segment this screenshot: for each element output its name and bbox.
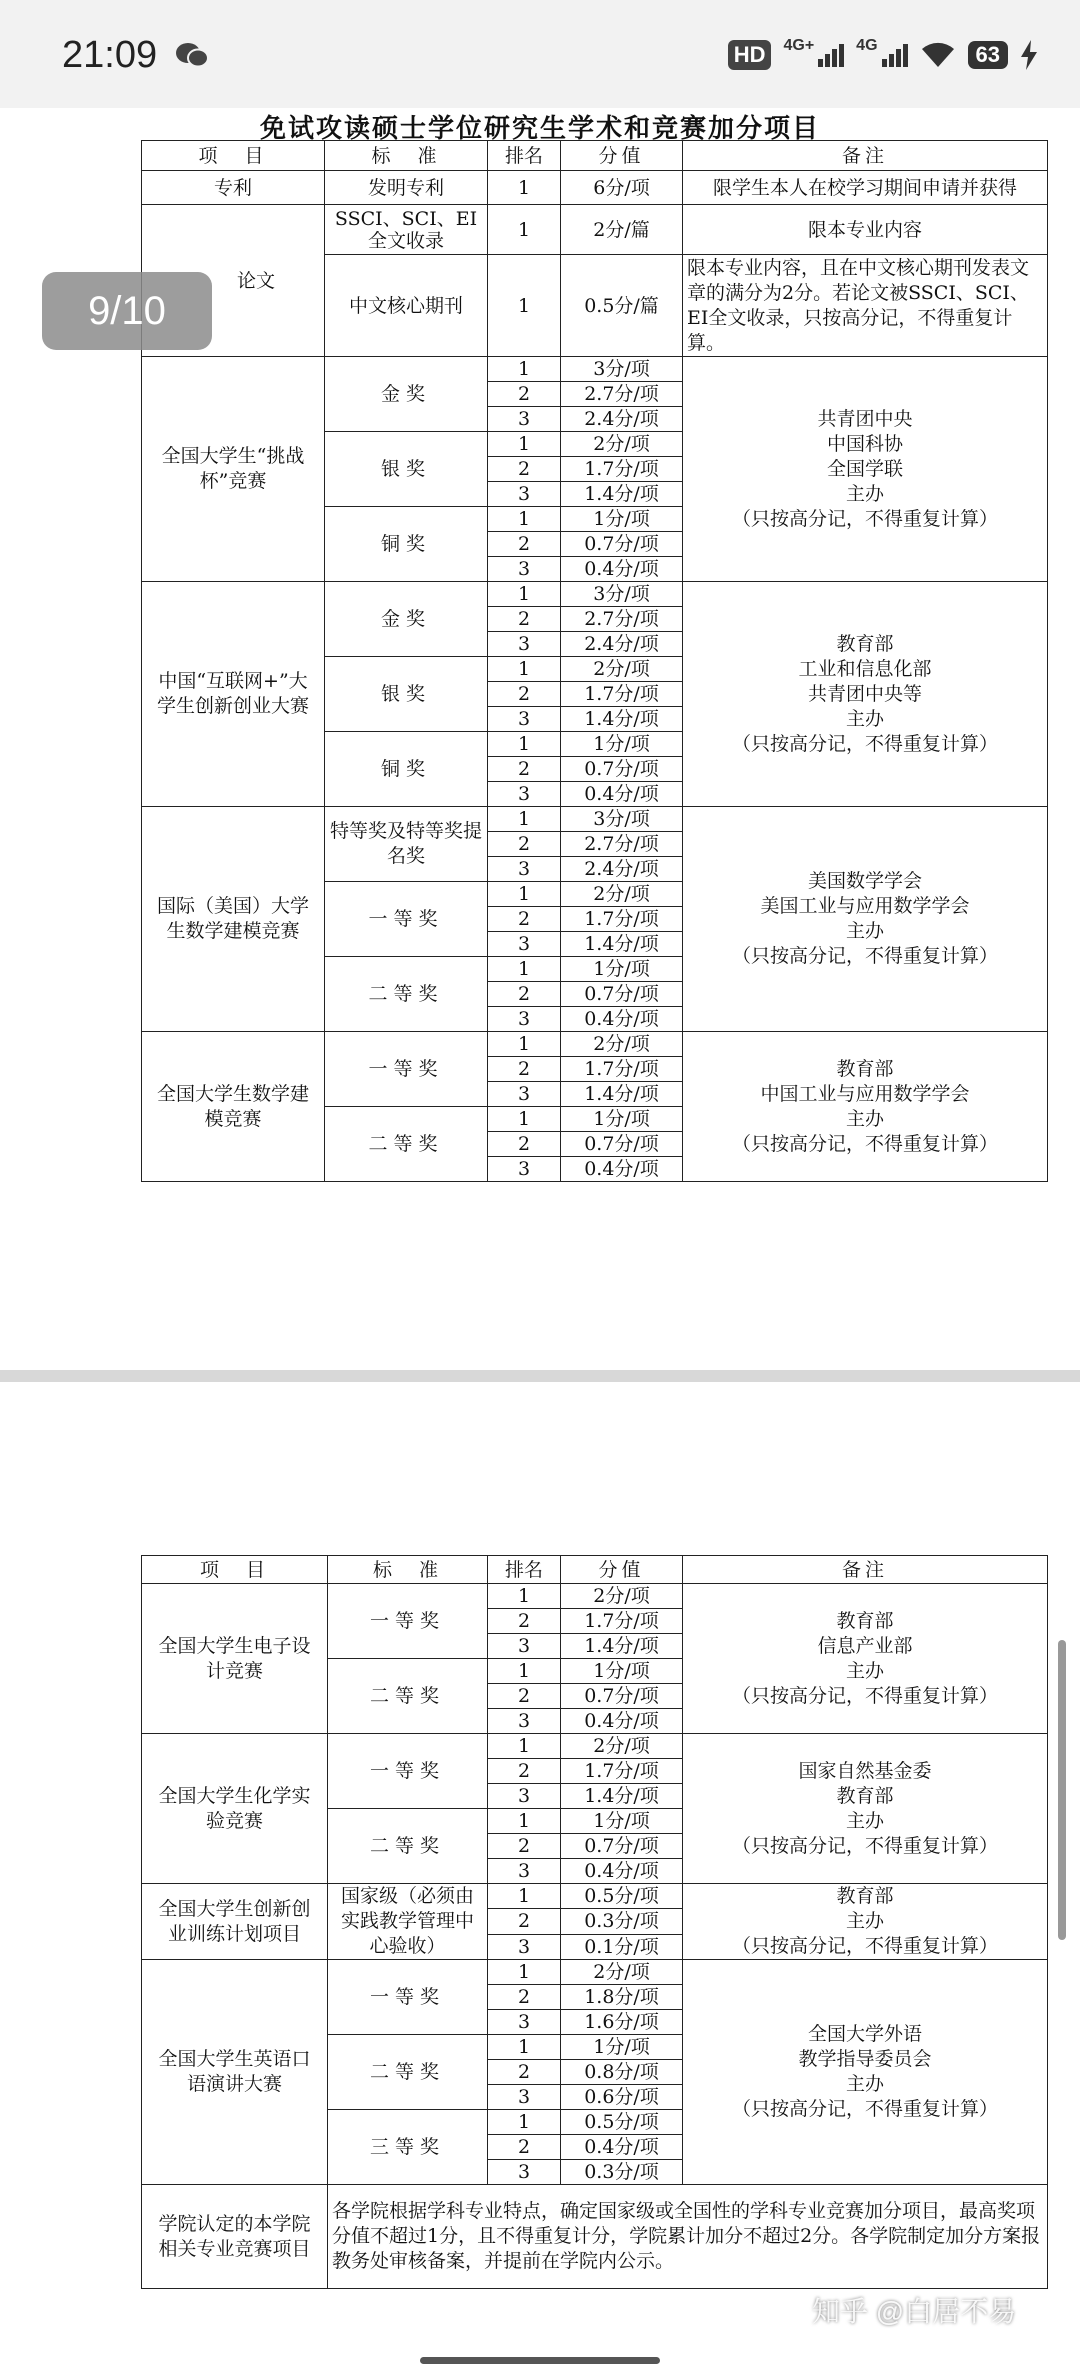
cell-rank: 2 [488, 1759, 561, 1784]
cell-score: 6分/项 [561, 171, 683, 205]
cell-rank: 3 [488, 782, 561, 807]
cell-rank: 2 [488, 382, 561, 407]
note-line: 主办 [845, 920, 884, 942]
cell-rank: 1 [488, 2035, 561, 2060]
cell-score: 2分/项 [561, 1032, 683, 1057]
doc-title: 免试攻读硕士学位研究生学术和竞赛加分项目 [259, 114, 820, 144]
score-table-2 [141, 1555, 1048, 2289]
cell-item: 全国大学生化学实验竞赛 [142, 1734, 328, 1884]
cell-score: 2分/项 [561, 1960, 683, 1985]
header-score: 分值 [561, 1556, 683, 1584]
cell-standard: 一等奖 [328, 1584, 488, 1659]
cell-rank: 3 [488, 1859, 561, 1884]
score-table-1 [141, 140, 1048, 1182]
cell-rank: 2 [488, 907, 561, 932]
cell-score: 2.4分/项 [561, 407, 683, 432]
cell-score: 1.4分/项 [561, 707, 683, 732]
note-line: 信息产业部 [817, 1634, 913, 1657]
table-row [142, 1884, 1048, 1909]
status-bar [0, 0, 1080, 108]
cell-score: 1.7分/项 [561, 682, 683, 707]
cell-score: 1.8分/项 [561, 1985, 683, 2010]
cell-score: 0.4分/项 [561, 1709, 683, 1734]
cell-score: 0.4分/项 [561, 2135, 683, 2160]
cell-rank: 2 [488, 682, 561, 707]
table-row [142, 171, 1048, 205]
cell-rank: 1 [488, 255, 561, 357]
table-row [142, 1032, 1048, 1057]
note-line: 全国大学外语 [807, 2023, 922, 2045]
cell-note [683, 807, 1048, 1032]
cell-rank: 1 [488, 171, 561, 205]
cell-score: 1分/项 [561, 2035, 683, 2060]
battery-icon: 63 [968, 41, 1008, 69]
cell-score: 2分/项 [561, 657, 683, 682]
cell-score: 3分/项 [561, 582, 683, 607]
cell-rank: 1 [488, 807, 561, 832]
wifi-icon [920, 41, 956, 69]
cell-standard: 二等奖 [325, 1107, 488, 1182]
cell-rank: 3 [488, 707, 561, 732]
cell-rank: 2 [488, 1834, 561, 1859]
cell-rank: 2 [488, 832, 561, 857]
cell-score: 0.3分/项 [561, 2160, 683, 2185]
cell-item: 国际（美国）大学生数学建模竞赛 [142, 807, 325, 1032]
cell-score: 3分/项 [561, 357, 683, 382]
cell-standard: 一等奖 [325, 882, 488, 957]
table-row [142, 1734, 1048, 1759]
cell-standard: 特等奖及特等奖提名奖 [325, 807, 488, 882]
cell-rank: 2 [488, 607, 561, 632]
note-line: 主办 [845, 1659, 884, 1682]
cell-item: 全国大学生创新创业训练计划项目 [142, 1884, 328, 1960]
cell-rank: 2 [488, 757, 561, 782]
note-line: （只按高分记，不得重复计算） [731, 507, 998, 530]
cell-rank: 3 [488, 2085, 561, 2110]
cell-rank: 1 [488, 1107, 561, 1132]
cell-note: 限本专业内容，且在中文核心期刊发表文章的满分为2分。若论文被SSCI、SCI、EI全文收录，只按高分记，不得重复计算。 [683, 255, 1048, 357]
cell-score: 1.7分/项 [561, 1057, 683, 1082]
cell-rank: 1 [488, 507, 561, 532]
header-score: 分值 [561, 141, 683, 171]
cell-score: 1.7分/项 [561, 1759, 683, 1784]
note-line: 国家自然基金委 [798, 1759, 932, 1782]
note-line: 共青团中央等 [807, 682, 922, 705]
cell-score: 0.7分/项 [561, 1834, 683, 1859]
cell-rank: 1 [488, 432, 561, 457]
cell-rank: 1 [488, 1584, 561, 1609]
cell-rank: 2 [488, 1909, 561, 1934]
cell-rank: 2 [488, 1057, 561, 1082]
cell-note: 各学院根据学科专业特点，确定国家级或全国性的学科专业竞赛加分项目，最高奖项分值不超过1分，且不得重复计分，学院累计加分不超过2分。各学院制定加分方案报教务处审核备案，并提前在学院内公示。 [328, 2185, 1048, 2289]
cell-rank: 3 [488, 557, 561, 582]
cell-score: 2.4分/项 [561, 632, 683, 657]
cell-standard: 一等奖 [325, 1032, 488, 1107]
cell-rank: 2 [488, 1132, 561, 1157]
cell-rank: 3 [488, 1784, 561, 1809]
table-row [142, 1584, 1048, 1609]
cell-score: 2.4分/项 [561, 857, 683, 882]
cell-score: 1.7分/项 [561, 457, 683, 482]
cell-score: 1分/项 [561, 1107, 683, 1132]
cell-item: 专利 [142, 171, 325, 205]
header-rank: 排名 [488, 141, 561, 171]
cell-note [683, 1584, 1048, 1734]
charging-icon [1020, 40, 1038, 70]
cell-rank: 2 [488, 982, 561, 1007]
watermark: 知乎 @白居不易 [812, 2296, 1017, 2327]
cell-rank: 3 [488, 1709, 561, 1734]
cell-rank: 2 [488, 1985, 561, 2010]
signal-icon-1 [783, 36, 844, 67]
cell-standard: 金奖 [325, 357, 488, 432]
note-line: 共青团中央 [817, 407, 913, 430]
cell-note [683, 1734, 1048, 1884]
cell-item: 全国大学生“挑战杯”竞赛 [142, 357, 325, 582]
cell-rank: 1 [488, 582, 561, 607]
table-row [142, 1960, 1048, 1985]
header-item: 项 目 [142, 141, 325, 171]
cell-score: 1分/项 [561, 507, 683, 532]
cell-standard: 银奖 [325, 432, 488, 507]
cell-note [683, 1960, 1048, 2185]
cell-score: 1.6分/项 [561, 2010, 683, 2035]
page-indicator: 9/10 [42, 272, 212, 350]
cell-score: 0.1分/项 [561, 1934, 683, 1959]
cell-standard: 一等奖 [328, 1734, 488, 1809]
signal-icon-2 [856, 36, 907, 67]
note-line: 主办 [845, 482, 884, 505]
cell-standard: 三等奖 [328, 2110, 488, 2185]
cell-score: 0.4分/项 [561, 1859, 683, 1884]
wechat-icon [175, 42, 209, 68]
cell-rank: 1 [488, 1884, 561, 1909]
table-row [142, 807, 1048, 832]
document-page-2[interactable] [0, 1382, 1080, 2376]
cell-score: 0.3分/项 [561, 1909, 683, 1934]
cell-rank: 2 [488, 1684, 561, 1709]
cell-score: 1.4分/项 [561, 932, 683, 957]
cell-rank: 3 [488, 2160, 561, 2185]
note-line: 工业和信息化部 [798, 657, 932, 680]
cell-score: 0.7分/项 [561, 1132, 683, 1157]
page-separator [0, 1370, 1080, 1382]
cell-item: 学院认定的本学院相关专业竞赛项目 [142, 2185, 328, 2289]
cell-rank: 1 [488, 2110, 561, 2135]
note-line: 教学指导委员会 [798, 2048, 932, 2070]
cell-rank: 3 [488, 1934, 561, 1959]
header-standard: 标 准 [325, 141, 488, 171]
cell-score: 2分/项 [561, 1734, 683, 1759]
note-line: 教育部 [836, 1784, 894, 1807]
table-row [142, 357, 1048, 382]
cell-standard: 中文核心期刊 [325, 255, 488, 357]
note-line: 教育部 [836, 1885, 894, 1907]
cell-rank: 3 [488, 407, 561, 432]
cell-standard: 二等奖 [328, 1659, 488, 1734]
cell-item: 论文 [142, 205, 325, 357]
cell-score: 0.4分/项 [561, 1157, 683, 1182]
cell-rank: 2 [488, 2060, 561, 2085]
cell-note: 限本专业内容 [683, 205, 1048, 255]
cell-item: 中国“互联网+”大学生创新创业大赛 [142, 582, 325, 807]
cell-rank: 3 [488, 1082, 561, 1107]
cell-rank: 1 [488, 1032, 561, 1057]
cell-score: 1.4分/项 [561, 1784, 683, 1809]
note-line: 中国科协 [826, 432, 903, 455]
cell-standard: 铜奖 [325, 507, 488, 582]
note-line: 主办 [845, 1107, 884, 1130]
header-standard: 标 准 [328, 1556, 488, 1584]
cell-rank: 1 [488, 1734, 561, 1759]
cell-standard: 发明专利 [325, 171, 488, 205]
note-line: 教育部 [836, 1057, 894, 1080]
cell-score: 0.5分/项 [561, 1884, 683, 1909]
cell-rank: 3 [488, 1157, 561, 1182]
note-line: 全国学联 [826, 457, 903, 480]
header-item: 项 目 [142, 1556, 328, 1584]
note-line: 主办 [845, 1910, 884, 1932]
cell-score: 2分/篇 [561, 205, 683, 255]
table-row [142, 205, 1048, 255]
cell-score: 1.7分/项 [561, 907, 683, 932]
header-rank: 排名 [488, 1556, 561, 1584]
note-line: （只按高分记，不得重复计算） [731, 2098, 998, 2120]
cell-score: 1.4分/项 [561, 1082, 683, 1107]
header-note: 备注 [683, 141, 1048, 171]
cell-score: 1分/项 [561, 957, 683, 982]
cell-rank: 2 [488, 457, 561, 482]
cell-score: 0.5分/项 [561, 2110, 683, 2135]
cell-rank: 1 [488, 205, 561, 255]
cell-score: 3分/项 [561, 807, 683, 832]
note-line: （只按高分记，不得重复计算） [731, 732, 998, 755]
cell-score: 2分/项 [561, 882, 683, 907]
cell-score: 2.7分/项 [561, 607, 683, 632]
cell-standard: 一等奖 [328, 1960, 488, 2035]
cell-rank: 1 [488, 657, 561, 682]
header-note: 备注 [683, 1556, 1048, 1584]
cell-rank: 1 [488, 957, 561, 982]
note-line: 主办 [845, 2073, 884, 2095]
cell-score: 1.7分/项 [561, 1609, 683, 1634]
cell-item: 全国大学生电子设计竞赛 [142, 1584, 328, 1734]
note-line: 主办 [845, 707, 884, 730]
cell-score: 0.4分/项 [561, 557, 683, 582]
cell-score: 0.5分/篇 [561, 255, 683, 357]
cell-standard: 二等奖 [328, 2035, 488, 2110]
cell-rank: 1 [488, 732, 561, 757]
cell-note [683, 1032, 1048, 1182]
cell-score: 0.7分/项 [561, 982, 683, 1007]
network-type-1: 4G+ [783, 36, 815, 54]
cell-score: 0.4分/项 [561, 782, 683, 807]
cell-standard: SSCI、SCI、EI全文收录 [325, 205, 488, 255]
cell-score: 0.8分/项 [561, 2060, 683, 2085]
cell-score: 0.4分/项 [561, 1007, 683, 1032]
cell-note [683, 1884, 1048, 1960]
cell-rank: 1 [488, 1960, 561, 1985]
note-line: （只按高分记，不得重复计算） [731, 1834, 998, 1857]
table-row [142, 2185, 1048, 2289]
cell-rank: 2 [488, 2135, 561, 2160]
cell-score: 2分/项 [561, 432, 683, 457]
note-line: 主办 [845, 1809, 884, 1832]
cell-rank: 1 [488, 357, 561, 382]
note-line: 美国工业与应用数学学会 [760, 895, 970, 917]
note-line: 教育部 [836, 1609, 894, 1632]
status-time: 21:09 [62, 34, 158, 76]
cell-rank: 3 [488, 482, 561, 507]
cell-rank: 3 [488, 932, 561, 957]
cell-rank: 1 [488, 1659, 561, 1684]
table-header-row [142, 141, 1048, 171]
note-line: 美国数学学会 [807, 870, 922, 892]
cell-rank: 1 [488, 882, 561, 907]
cell-score: 0.7分/项 [561, 532, 683, 557]
cell-standard: 银奖 [325, 657, 488, 732]
cell-score: 2分/项 [561, 1584, 683, 1609]
cell-rank: 3 [488, 632, 561, 657]
note-line: （只按高分记，不得重复计算） [731, 1132, 998, 1155]
cell-standard: 二等奖 [328, 1809, 488, 1884]
cell-rank: 3 [488, 1634, 561, 1659]
note-line: （只按高分记，不得重复计算） [731, 1684, 998, 1707]
cell-score: 0.7分/项 [561, 757, 683, 782]
cell-score: 1分/项 [561, 1659, 683, 1684]
cell-rank: 3 [488, 1007, 561, 1032]
cell-note [683, 357, 1048, 582]
cell-score: 2.7分/项 [561, 382, 683, 407]
cell-standard: 二等奖 [325, 957, 488, 1032]
cell-standard: 铜奖 [325, 732, 488, 807]
scrollbar-thumb[interactable] [1058, 1640, 1066, 1940]
cell-score: 0.7分/项 [561, 1684, 683, 1709]
cell-note: 限学生本人在校学习期间申请并获得 [683, 171, 1048, 205]
cell-rank: 2 [488, 1609, 561, 1634]
cell-standard: 金奖 [325, 582, 488, 657]
note-line: 教育部 [836, 632, 894, 655]
cell-score: 1分/项 [561, 1809, 683, 1834]
cell-rank: 2 [488, 532, 561, 557]
table-row [142, 582, 1048, 607]
cell-note [683, 582, 1048, 807]
network-type-2: 4G [856, 36, 878, 54]
table-header-row [142, 1556, 1048, 1584]
cell-item: 全国大学生英语口语演讲大赛 [142, 1960, 328, 2185]
hd-voice-icon: HD [728, 40, 772, 70]
home-indicator[interactable] [420, 2357, 660, 2364]
note-line: （只按高分记，不得重复计算） [731, 945, 998, 967]
cell-score: 1.4分/项 [561, 482, 683, 507]
cell-item: 全国大学生数学建模竞赛 [142, 1032, 325, 1182]
cell-score: 0.6分/项 [561, 2085, 683, 2110]
cell-rank: 3 [488, 2010, 561, 2035]
cell-standard: 国家级（必须由实践教学管理中心验收） [328, 1884, 488, 1960]
note-line: 中国工业与应用数学学会 [760, 1082, 970, 1105]
cell-score: 2.7分/项 [561, 832, 683, 857]
cell-score: 1分/项 [561, 732, 683, 757]
cell-score: 1.4分/项 [561, 1634, 683, 1659]
note-line: （只按高分记，不得重复计算） [731, 1935, 998, 1957]
cell-rank: 3 [488, 857, 561, 882]
cell-rank: 1 [488, 1809, 561, 1834]
